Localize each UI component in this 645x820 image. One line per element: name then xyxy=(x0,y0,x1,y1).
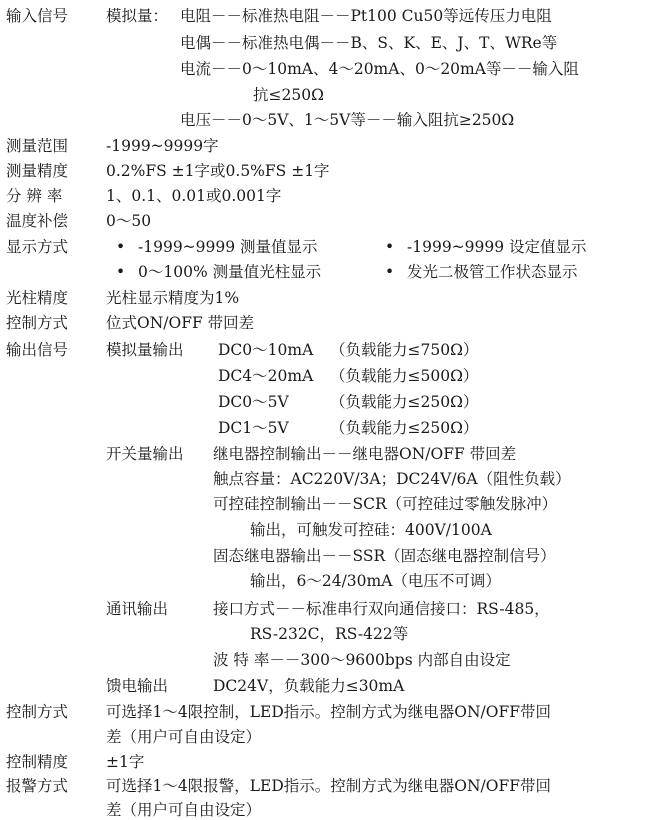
comm-output-label: 通讯输出 xyxy=(106,600,169,618)
comm-output-line: 波 特 率－－300～9600bps 内部自由设定 xyxy=(213,651,511,669)
analog-output-signal: DC4～20mA xyxy=(218,367,314,385)
temp-comp-label: 温度补偿 xyxy=(6,212,69,230)
input-signal-line: 抗≤250Ω xyxy=(253,86,324,104)
bullet-icon: • xyxy=(385,238,395,256)
analog-output-label: 模拟量输出 xyxy=(106,341,184,359)
switch-output-line: 输出，可触发可控硅：400V/100A xyxy=(250,521,492,539)
range-label: 测量范围 xyxy=(6,137,69,155)
resolution-value: 1、0.1、0.01或0.001字 xyxy=(106,187,282,205)
display-item-text: -1999~9999 设定值显示 xyxy=(407,238,587,256)
alarm-mode-line: 差（用户可自由设定） xyxy=(106,801,262,819)
switch-output-line: 可控硅控制输出－－SCR（可控硅过零触发脉冲） xyxy=(213,495,558,513)
alarm-mode-label: 报警方式 xyxy=(6,777,69,795)
display-item xyxy=(385,240,587,256)
analog-output-signal: DC0～5V xyxy=(218,393,289,411)
feed-output-value: DC24V，负载能力≤30mA xyxy=(213,677,405,695)
switch-output-line: 固态继电器输出－－SSR（固态继电器控制信号） xyxy=(213,547,556,565)
input-signal-line: 电流－－0～10mA、4～20mA、0～20mA等－－输入阻 xyxy=(180,60,579,78)
resolution-label: 分 辨 率 xyxy=(6,187,63,205)
input-signal-line: 电阻－－标准热电阻－－Pt100 Cu50等远传压力电阻 xyxy=(180,7,552,25)
analog-output-signal: DC1～5V xyxy=(218,419,289,437)
feed-output-label: 馈电输出 xyxy=(106,677,169,695)
temp-comp-value: 0～50 xyxy=(106,212,152,230)
bullet-icon: • xyxy=(116,238,126,256)
bullet-icon: • xyxy=(385,263,395,281)
comm-output-line: 接口方式－－标准串行双向通信接口：RS-485， xyxy=(213,600,550,618)
alarm-mode-line: 可选择1～4限报警，LED指示。控制方式为继电器ON/OFF带回 xyxy=(106,777,551,795)
display-label: 显示方式 xyxy=(6,238,69,256)
analog-output-signal: DC0～10mA xyxy=(218,341,314,359)
display-item xyxy=(116,265,321,281)
display-item-text: -1999~9999 测量值显示 xyxy=(138,238,318,256)
analog-output-load: （负载能力≤250Ω） xyxy=(330,393,479,411)
bar-accuracy-value: 光柱显示精度为1% xyxy=(106,289,240,307)
switch-output-line: 触点容量：AC220V/3A；DC24V/6A（阻性负载） xyxy=(213,470,571,488)
display-item-text: 0～100% 测量值光柱显示 xyxy=(138,263,322,281)
switch-output-line: 继电器控制输出－－继电器ON/OFF 带回差 xyxy=(213,445,517,463)
switch-output-line: 输出，6～24/30mA（电压不可调） xyxy=(250,572,501,590)
input-signal-line: 电偶－－标准热电偶－－B、S、K、E、J、T、WRe等 xyxy=(180,34,558,52)
comm-output-line: RS-232C，RS-422等 xyxy=(250,625,409,643)
control-mode-2-line: 可选择1～4限控制，LED指示。控制方式为继电器ON/OFF带回 xyxy=(106,703,551,721)
control-mode-value: 位式ON/OFF 带回差 xyxy=(106,314,255,332)
analog-output-load: （负载能力≤750Ω） xyxy=(330,341,479,359)
analog-output-load: （负载能力≤250Ω） xyxy=(330,419,479,437)
control-accuracy-value: ±1字 xyxy=(106,753,145,771)
accuracy-value: 0.2%FS ±1字或0.5%FS ±1字 xyxy=(106,162,330,180)
bullet-icon: • xyxy=(116,263,126,281)
analog-output-load: （负载能力≤500Ω） xyxy=(330,367,479,385)
display-item xyxy=(385,265,578,281)
control-mode-2-line: 差（用户可自由设定） xyxy=(106,728,262,746)
input-signal-sublabel: 模拟量： xyxy=(106,7,169,25)
control-mode-2-label: 控制方式 xyxy=(6,703,69,721)
accuracy-label: 测量精度 xyxy=(6,162,69,180)
input-signal-label: 输入信号 xyxy=(6,7,69,25)
display-item xyxy=(116,240,318,256)
control-accuracy-label: 控制精度 xyxy=(6,753,69,771)
range-value: -1999~9999字 xyxy=(106,137,219,155)
bar-accuracy-label: 光柱精度 xyxy=(6,289,69,307)
control-mode-label: 控制方式 xyxy=(6,314,69,332)
switch-output-label: 开关量输出 xyxy=(106,445,184,463)
input-signal-line: 电压－－0～5V、1～5V等－－输入阻抗≥250Ω xyxy=(180,111,515,129)
output-signal-label: 输出信号 xyxy=(6,341,69,359)
display-item-text: 发光二极管工作状态显示 xyxy=(407,263,578,281)
